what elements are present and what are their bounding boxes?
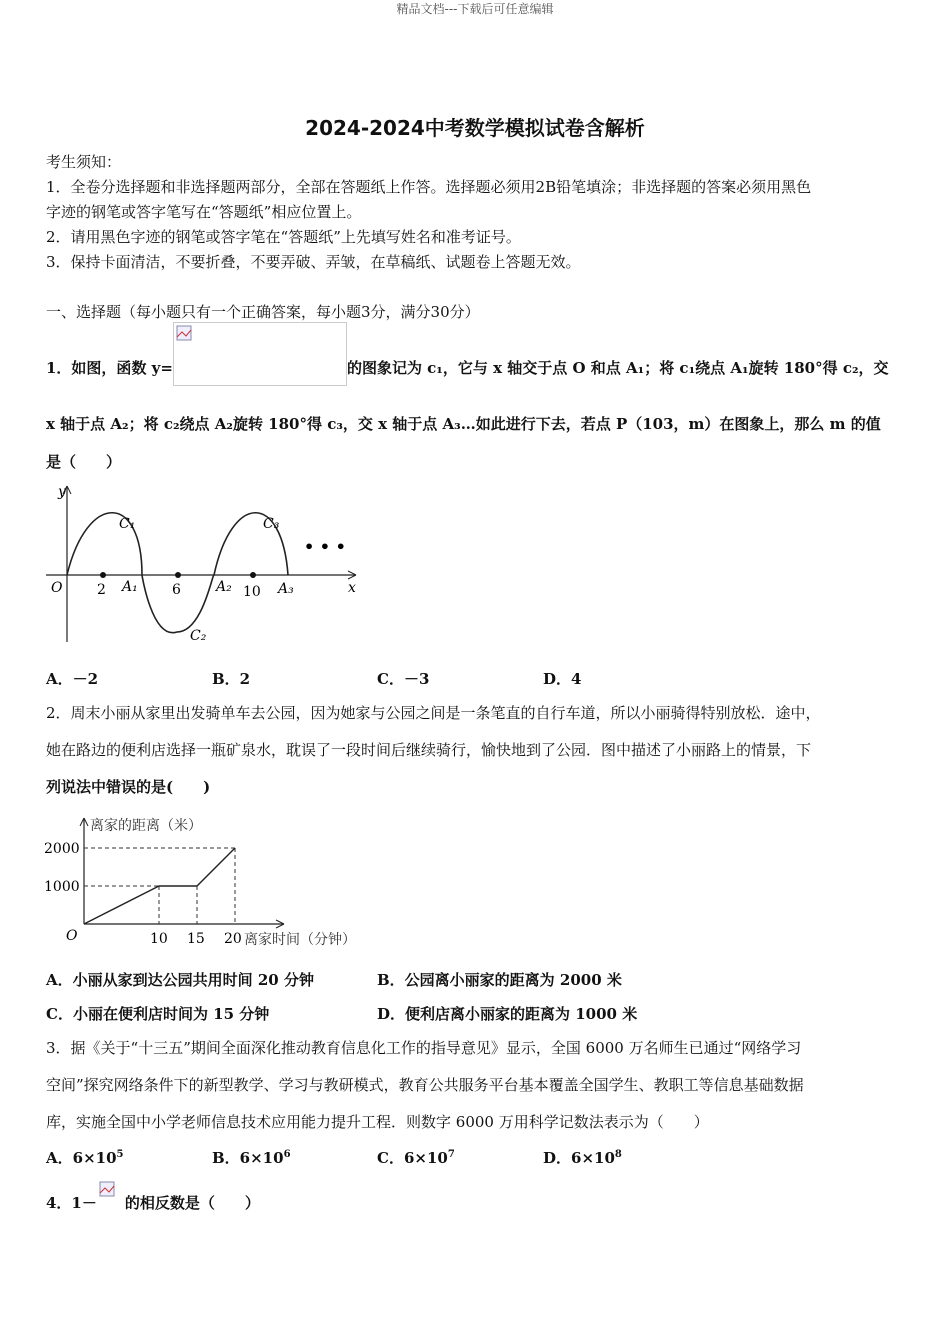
tick-point [100, 572, 106, 578]
page-title: 2024-2024中考数学模拟试卷含解析 [305, 116, 645, 140]
ellipsis: • • • [304, 537, 346, 556]
origin-label: O [51, 580, 63, 596]
page-header: 精品文档---下载后可任意编辑 [396, 2, 554, 16]
option-a: A．小丽从家到达公园共用时间 20 分钟 [46, 971, 314, 989]
question-3-line2: 空间”探究网络条件下的新型教学、学习与教研模式，教育公共服务平台基本覆盖全国学生、教职工等信息基础数据 [46, 1076, 804, 1094]
question-1-line1 [46, 352, 906, 386]
notice-heading: 考生须知： [46, 153, 122, 171]
x-axis-label: 离家时间（分钟） [244, 932, 356, 948]
point-label-a1: A₁ [122, 579, 138, 595]
notice-item: 字迹的钢笔或答字笔写在“答题纸”相应位置上。 [46, 203, 362, 221]
notice-item: 3．保持卡面清洁，不要折叠，不要弄破、弄皱，在草稿纸、试题卷上答题无效。 [46, 253, 581, 271]
origin-label: O [66, 928, 78, 944]
option-d: D．$6\times 10^8$ [543, 1149, 622, 1167]
point-label-a2: A₂ [216, 579, 232, 595]
option-a: A．－2 [46, 670, 99, 688]
question-1-line2: x 轴于点 A₂；将 c₂绕点 A₂旋转 180°得 c₃，交 x 轴于点 A₃…如此进行下去，若点 P（103，m）在图象上，那么 m 的值 [46, 415, 881, 433]
question-1-lead: 1．如图，函数 y= [46, 359, 173, 377]
point-label-a3: A₃ [278, 581, 294, 597]
option-a: A．$6\times 10^5$ [46, 1149, 124, 1167]
y-tick: 2000 [44, 841, 80, 857]
question-4-lead: 4．1－ [46, 1194, 97, 1212]
question-3-line1: 3．据《关于“十三五”期间全面深化推动教育信息化工作的指导意见》显示，全国 6000 万名师生已通过“网络学习 [46, 1039, 802, 1057]
formula-image-placeholder [173, 322, 347, 386]
question-2-line3: 列说法中错误的是( ) [46, 778, 211, 796]
option-d: D．4 [543, 670, 582, 688]
question-2-line2: 她在路边的便利店选择一瓶矿泉水，耽误了一段时间后继续骑行，愉快地到了公园．图中描述了小丽路上的情景，下 [46, 741, 812, 759]
curve-label-c2: C₂ [190, 628, 207, 644]
formula-image-placeholder [97, 1179, 125, 1207]
option-c: C．$6\times 10^7$ [377, 1149, 455, 1167]
option-c: C．－3 [377, 670, 430, 688]
question-1-graph [42, 482, 362, 648]
y-tick: 1000 [44, 879, 80, 895]
option-b: B．2 [212, 670, 251, 688]
broken-image-icon [99, 1181, 115, 1197]
question-1-line3: 是（ ） [46, 453, 122, 471]
y-label: y [58, 484, 66, 500]
x-label: x [348, 580, 356, 596]
x-tick: 20 [224, 931, 242, 947]
tick-point [250, 572, 256, 578]
tick-label: 10 [243, 584, 261, 600]
question-2-line1: 2．周末小丽从家里出发骑单车去公园，因为她家与公园之间是一条笔直的自行车道，所以小丽骑得特别放松．途中， [46, 704, 821, 722]
question-1-after: 的图象记为 c₁，它与 x 轴交于点 O 和点 A₁；将 c₁绕点 A₁旋转 180°得 c₂，交 [346, 359, 889, 377]
tick-point [175, 572, 181, 578]
y-axis-label: 离家的距离（米） [90, 818, 202, 834]
section-heading: 一、选择题（每小题只有一个正确答案，每小题3分，满分30分） [46, 303, 480, 321]
question-3-line3: 库，实施全国中小学老师信息技术应用能力提升工程．则数字 6000 万用科学记数法表示为（ ） [46, 1113, 709, 1131]
option-c: C．小丽在便利店时间为 15 分钟 [46, 1005, 270, 1023]
x-tick: 15 [187, 931, 205, 947]
question-4-line [46, 1193, 906, 1213]
curve-label-c3: C₃ [263, 516, 280, 532]
option-d: D．便利店离小丽家的距离为 1000 米 [377, 1005, 638, 1023]
x-tick: 10 [150, 931, 168, 947]
notice-item: 1．全卷分选择题和非选择题两部分，全部在答题纸上作答。选择题必须用2B铅笔填涂；非选择题的答案必须用黑色 [46, 178, 812, 196]
tick-label: 6 [172, 582, 181, 598]
notice-item: 2．请用黑色字迹的钢笔或答字笔在“答题纸”上先填写姓名和准考证号。 [46, 228, 521, 246]
curve-label-c1: C₁ [119, 516, 136, 532]
broken-image-icon [176, 325, 192, 341]
tick-label: 2 [97, 582, 106, 598]
question-4-after: 的相反数是（ ） [124, 1194, 260, 1212]
option-b: B．公园离小丽家的距离为 2000 米 [377, 971, 622, 989]
option-b: B．$6\times 10^6$ [212, 1149, 291, 1167]
question-2-graph [42, 812, 382, 952]
